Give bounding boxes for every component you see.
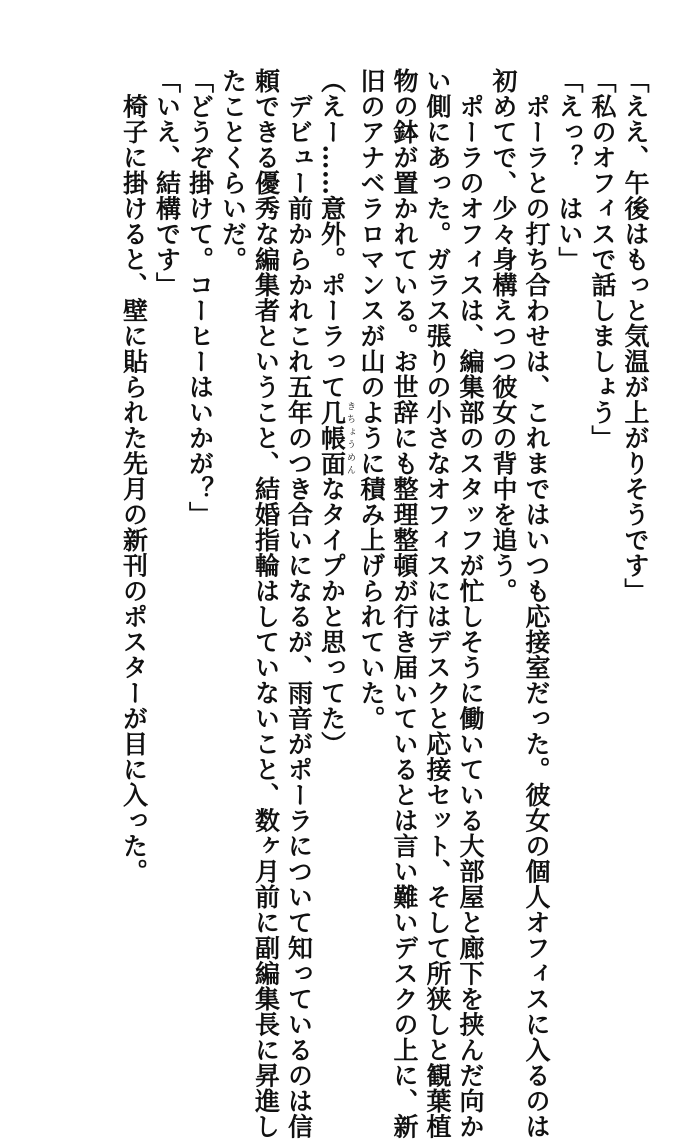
text-line-16: 椅子に掛けると、壁に貼られた先月の新刊のポスターが目に入った。 — [119, 68, 149, 884]
ruby-line-after: なタイプかと思ってた） — [317, 476, 347, 757]
text-line-13: たことくらいだ。 — [218, 68, 248, 272]
ruby-word — [317, 399, 355, 477]
text-line-2: 「私のオフィスで話しましょう」 — [588, 68, 617, 451]
text-line-1: 「ええ、午後はもっと気温が上がりそうです」 — [621, 68, 650, 604]
text-line-8: 物の鉢が置かれている。お世辞にも整理整頓が行き届いているとは言い難いデスクの上に、新 — [390, 68, 419, 1139]
text-line-9: 旧のアナベラロマンスが山のように積み上げられていた。 — [357, 68, 386, 731]
text-line-6: ポーラのオフィスは、編集部のスタッフが忙しそうに働いている大部屋と廊下を挟んだ向か — [456, 68, 485, 1139]
ruby-reading: きちょうめん — [345, 399, 355, 476]
text-line-10 — [316, 68, 356, 968]
ruby-line-before: （えー……意外。ポーラって — [317, 68, 347, 400]
text-line-4: ポーラとの打ち合わせは、これまではいつも応接室だった。彼女の個人オフィスに入るのは — [522, 68, 551, 1139]
text-line-3: 「えっ？ はい」 — [555, 68, 584, 272]
vertical-text-body — [118, 68, 653, 1139]
text-line-5: 初めてで、少々身構えつつ彼女の背中を追う。 — [489, 68, 518, 604]
text-line-7: い側にあった。ガラス張りの小さなオフィスにはデスクと応接セット、そして所狭しと観葉植 — [423, 68, 452, 1139]
text-line-15: 「いえ、結構です」 — [152, 68, 182, 298]
ruby-base: 几帳面 — [317, 399, 347, 476]
text-line-12: 頼できる優秀な編集者ということ、結婚指輪はしていないこと、数ヶ月前に副編集長に昇進し — [251, 68, 281, 1139]
text-line-11: デビュー前からかれこれ五年のつき合いになるが、雨音がポーラについて知っているのは信 — [284, 68, 314, 1139]
text-line-14: 「どうぞ掛けて。コーヒーはいかが？」 — [185, 68, 215, 527]
